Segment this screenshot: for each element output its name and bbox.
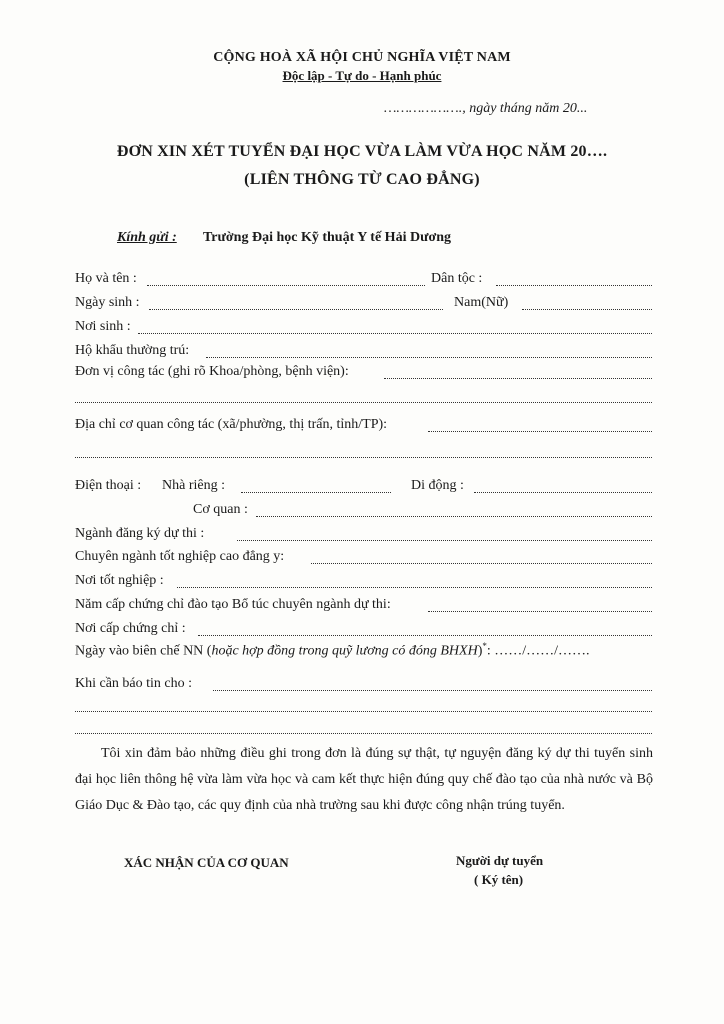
label-mobile: Di động :	[411, 478, 464, 493]
label-birth-place: Nơi sinh :	[75, 319, 131, 334]
label-work-unit: Đơn vị công tác (ghi rõ Khoa/phòng, bệnh viện):	[75, 364, 349, 379]
employment-date-prefix: Ngày vào biên chế NN (	[75, 643, 212, 659]
employment-date-star: *	[482, 641, 487, 651]
graduation-place-field[interactable]	[177, 587, 652, 588]
label-graduation-place: Nơi tốt nghiệp :	[75, 573, 164, 588]
specialization-field[interactable]	[311, 563, 652, 564]
national-title: CỘNG HOÀ XÃ HỘI CHỦ NGHĨA VIỆT NAM	[213, 50, 511, 65]
label-employment-date	[75, 641, 590, 660]
label-residence: Hộ khẩu thường trú:	[75, 343, 190, 358]
label-certificate-year: Năm cấp chứng chỉ đào tạo Bổ túc chuyên ngành dự thi:	[75, 597, 391, 612]
full-name-field[interactable]	[147, 285, 425, 286]
gender-field[interactable]	[522, 309, 652, 310]
date-line: ………………., ngày tháng năm 20...	[384, 101, 588, 116]
motto-text: Độc lập - Tự do - Hạnh phúc	[282, 68, 442, 83]
work-address-field-line2[interactable]	[75, 457, 652, 458]
national-motto	[0, 68, 724, 84]
label-ethnicity: Dân tộc :	[431, 271, 483, 286]
recipient-name: Trường Đại học Kỹ thuật Y tế Hải Dương	[203, 230, 452, 245]
label-home-phone: Nhà riêng :	[162, 478, 225, 493]
label-work-address: Địa chỉ cơ quan công tác (xã/phường, thị trấn, tỉnh/TP):	[75, 417, 388, 432]
birth-place-field[interactable]	[138, 333, 652, 334]
residence-field[interactable]	[206, 357, 652, 358]
recipient-label: Kính gửi :	[117, 230, 177, 245]
declaration-paragraph: Tôi xin đảm bảo những điều ghi trong đơn là đúng sự thật, tự nguyện đăng ký dự thi tuyển sinh đại học liên thông hệ vừa làm vừa học và cam kết thực hiện đúng quy chế đào tạo của nhà nước và Bộ Giáo Dục & Đào tạo, các quy định của nhà trường sau khi được công nhận trúng tuyển.	[75, 746, 653, 813]
contact-field[interactable]	[213, 690, 652, 691]
form-subtitle: (LIÊN THÔNG TỪ CAO ĐẲNG)	[244, 171, 480, 188]
employment-date-note: hoặc hợp đồng trong quỹ lương có đóng BHXH	[211, 643, 478, 659]
applicant-sign-note: ( Ký tên)	[474, 872, 524, 887]
employment-date-suffix: )	[477, 643, 483, 659]
contact-field-line3[interactable]	[75, 733, 652, 734]
mobile-field[interactable]	[474, 492, 652, 493]
label-full-name: Họ và tên :	[75, 271, 137, 286]
major-field[interactable]	[237, 540, 652, 541]
employment-date-field[interactable]: : ……/……/…….	[486, 643, 590, 659]
contact-field-line2[interactable]	[75, 711, 652, 712]
label-contact: Khi cần báo tin cho :	[75, 676, 193, 691]
work-unit-field-line2[interactable]	[75, 402, 652, 403]
agency-confirmation-label: XÁC NHẬN CỦA CƠ QUAN	[124, 855, 289, 870]
work-address-field[interactable]	[428, 431, 652, 432]
label-gender: Nam(Nữ)	[454, 295, 509, 310]
birth-date-field[interactable]	[149, 309, 443, 310]
office-phone-field[interactable]	[256, 516, 652, 517]
label-certificate-place: Nơi cấp chứng chỉ :	[75, 621, 186, 636]
home-phone-field[interactable]	[241, 492, 391, 493]
label-specialization: Chuyên ngành tốt nghiệp cao đẳng y:	[75, 549, 285, 564]
applicant-label: Người dự tuyển	[456, 853, 544, 868]
work-unit-field[interactable]	[384, 378, 652, 379]
label-major: Ngành đăng ký dự thi :	[75, 526, 205, 541]
label-phone: Điện thoại :	[75, 478, 142, 493]
certificate-year-field[interactable]	[428, 611, 652, 612]
ethnicity-field[interactable]	[496, 285, 652, 286]
label-office-phone: Cơ quan :	[193, 502, 248, 517]
certificate-place-field[interactable]	[198, 635, 652, 636]
label-birth-date: Ngày sinh :	[75, 295, 140, 310]
form-title: ĐƠN XIN XÉT TUYỂN ĐẠI HỌC VỪA LÀM VỪA HỌC NĂM 20….	[116, 143, 608, 160]
